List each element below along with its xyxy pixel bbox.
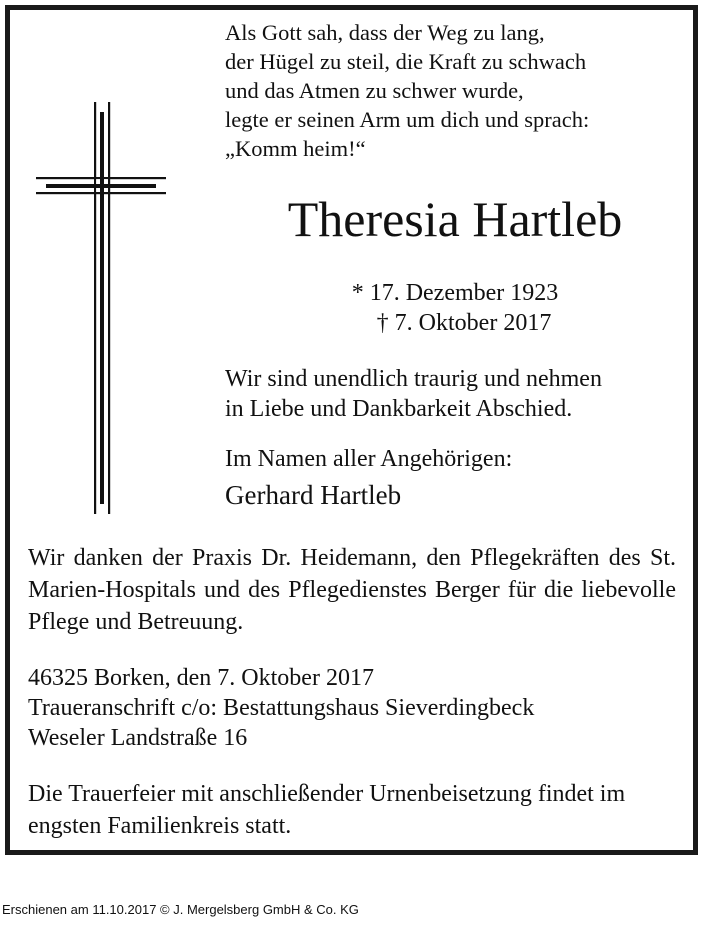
life-dates — [225, 278, 685, 338]
deceased-name: Theresia Hartleb — [287, 191, 623, 247]
publication-footer: Erschienen am 11.10.2017 © J. Mergelsberg GmbH & Co. KG — [2, 902, 359, 917]
farewell-text — [225, 364, 685, 424]
poem-line: „Komm heim!“ — [225, 136, 366, 161]
cross-icon — [36, 102, 166, 514]
poem-line: Als Gott sah, dass der Weg zu lang, — [225, 20, 545, 45]
farewell-line: in Liebe und Dankbarkeit Abschied. — [225, 396, 573, 422]
poem-line: der Hügel zu steil, die Kraft zu schwach — [225, 49, 587, 74]
death-date: † 7. Oktober 2017 — [376, 310, 552, 336]
address-line: Weseler Landstraße 16 — [28, 725, 248, 751]
poem-line: und das Atmen zu schwer wurde, — [225, 78, 524, 103]
signer-name: Gerhard Hartleb — [225, 480, 402, 510]
address-line: 46325 Borken, den 7. Oktober 2017 — [28, 665, 374, 691]
funeral-notice: Die Trauerfeier mit anschließender Urnenbeisetzung findet im engsten Familienkreis statt. — [28, 781, 626, 839]
address-line: Traueranschrift c/o: Bestattungshaus Sieverdingbeck — [28, 695, 535, 721]
birth-date: * 17. Dezember 1923 — [351, 280, 559, 306]
poem — [225, 18, 685, 163]
on-behalf-label: Im Namen aller Angehörigen: — [225, 446, 513, 472]
farewell-line: Wir sind unendlich traurig und nehmen — [225, 366, 602, 392]
address-block — [28, 663, 676, 753]
poem-line: legte er seinen Arm um dich und sprach: — [225, 107, 590, 132]
thanks-paragraph: Wir danken der Praxis Dr. Heidemann, den Pflegekräften des St. Marien-Hospitals und des Pflegedienstes Berger für die liebevolle Pflege und Betreuung. — [28, 545, 676, 635]
